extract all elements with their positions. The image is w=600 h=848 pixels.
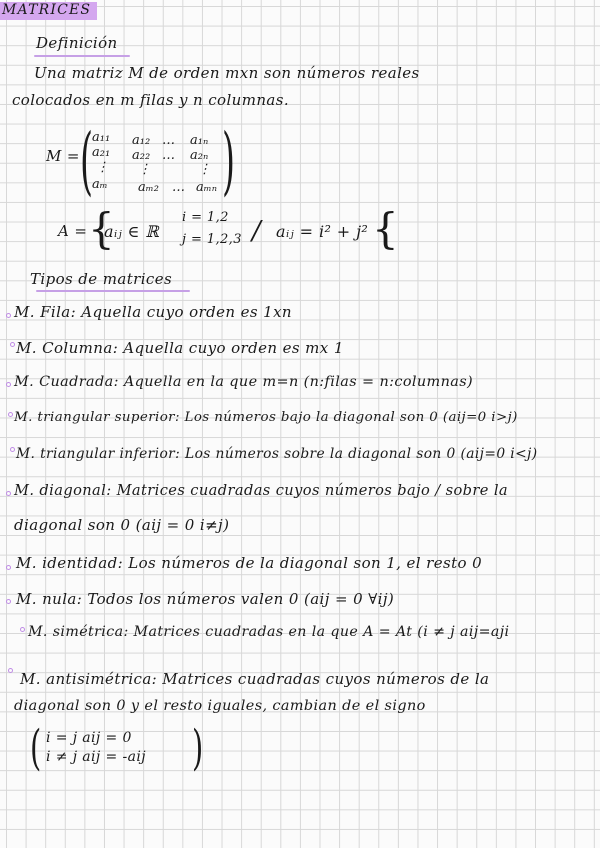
matrix-left-paren: ( (80, 118, 93, 204)
matrix-cell: ⋮ (138, 162, 151, 177)
types-underline (36, 290, 190, 292)
type-item: M. Cuadrada: Aquella en la que m=n (n:filas = n:columnas) (14, 374, 474, 390)
type-item: M. Fila: Aquella cuyo orden es 1xn (14, 303, 292, 321)
matrix-cell: a₁₁ (92, 130, 111, 145)
matrix-cell: … (162, 148, 175, 163)
types-heading: Tipos de matrices (30, 270, 173, 288)
type-item: M. triangular superior: Los números bajo la diagonal son 0 (aij=0 i>j) (14, 410, 518, 425)
type-item: M. simétrica: Matrices cuadradas en la que A = At (i ≠ j aij=aji (28, 624, 510, 640)
bullet-icon (10, 447, 15, 452)
matrix-cell: a₁ₙ (190, 133, 209, 148)
definition-heading: Definición (36, 34, 118, 52)
definition-text-line1: Una matriz M de orden mxn son números reales (34, 64, 420, 82)
set-a-i-range: i = 1,2 (182, 210, 229, 225)
set-a-open-brace: { (88, 204, 115, 253)
bullet-icon (8, 668, 13, 673)
bullet-icon (6, 491, 11, 496)
bullet-icon (6, 382, 11, 387)
matrix-cell: a₂₁ (92, 145, 111, 160)
bullet-icon (8, 412, 13, 417)
bullet-icon (6, 313, 11, 318)
matrix-right-paren: ) (222, 118, 235, 204)
matrix-cell: a₁₂ (132, 133, 151, 148)
matrix-cell: a₂ₙ (190, 148, 209, 163)
matrix-cell: ⋮ (96, 160, 109, 175)
matrix-cell: aₘ₂ (138, 180, 159, 195)
type-item-continuation: diagonal son 0 (aij = 0 i≠j) (14, 516, 230, 534)
type-item: M. diagonal: Matrices cuadradas cuyos números bajo / sobre la (14, 482, 509, 499)
set-a-element: aᵢⱼ ∈ ℝ (104, 222, 160, 241)
matrix-m-label: M = (46, 147, 80, 165)
antisym-case: i = j aij = 0 (46, 730, 132, 746)
set-a-rule: aᵢⱼ = i² + j² (276, 222, 369, 241)
matrix-cell: a₂₂ (132, 148, 151, 163)
set-a-close-brace: { (372, 204, 399, 253)
type-item: M. antisimétrica: Matrices cuadradas cuyos números de la (20, 670, 490, 688)
set-a-prefix: A = (58, 222, 88, 240)
cases-left-paren: ( (30, 720, 42, 776)
type-item: M. nula: Todos los números valen 0 (aij = 0 ∀ij) (16, 590, 395, 608)
definition-underline (34, 55, 130, 57)
matrix-cell: aₘ (92, 177, 108, 192)
bullet-icon (6, 565, 11, 570)
bullet-icon (20, 627, 25, 632)
type-item: M. Columna: Aquella cuyo orden es mx 1 (16, 339, 344, 357)
cases-right-paren: ) (192, 720, 204, 776)
type-item: M. identidad: Los números de la diagonal son 1, el resto 0 (16, 554, 483, 572)
page-title: MATRICES (0, 2, 97, 20)
type-item: M. triangular inferior: Los números sobre la diagonal son 0 (aij=0 i<j) (16, 446, 538, 462)
antisym-case: i ≠ j aij = -aij (46, 749, 146, 765)
matrix-cell: ⋮ (198, 162, 211, 177)
bullet-icon (6, 599, 11, 604)
set-a-separator: / (252, 216, 262, 246)
matrix-cell: aₘₙ (196, 180, 217, 195)
matrix-cell: … (172, 180, 185, 195)
bullet-icon (10, 342, 15, 347)
type-item-continuation: diagonal son 0 y el resto iguales, cambian de el signo (14, 698, 426, 714)
definition-text-line2: colocados en m filas y n columnas. (12, 91, 290, 109)
set-a-j-range: j = 1,2,3 (182, 232, 242, 247)
matrix-cell: … (162, 133, 175, 148)
